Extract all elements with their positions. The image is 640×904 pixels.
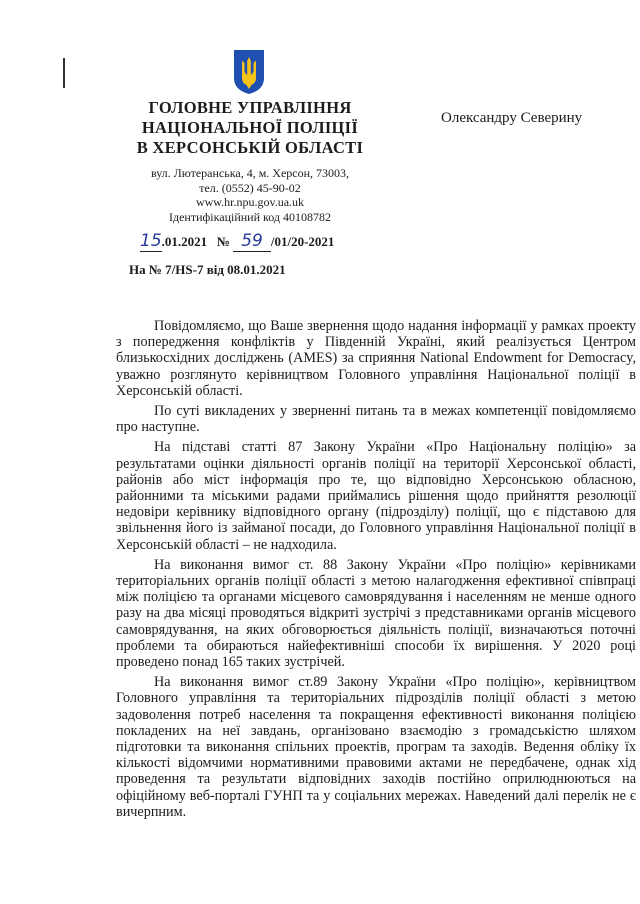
- body-paragraph: На підставі статті 87 Закону України «Про Національну поліцію» за результатами оцінки діяльності органів поліції на території Херсонської області, районів або міст інформація про те, що відповідно Херсонською обласною, районними та міськими радами приймались рішення щодо прийняття резолюції недовіри керівнику відповідного органу (підрозділу) поліції, що є підставою для звільнення його із займаної посади, до Головного управління Національної поліції в Херсонській області – не надходила.: [116, 439, 636, 553]
- trident-emblem-icon: [232, 48, 266, 96]
- registration-day: 15: [140, 231, 162, 251]
- registration-suffix: /01/20-2021: [270, 234, 335, 249]
- organization-contacts: [120, 166, 380, 224]
- margin-mark: [63, 58, 65, 88]
- id-code-line: Ідентифікаційний код 40108782: [168, 209, 332, 224]
- reference-line: На № 7/HS-7 від 08.01.2021: [129, 262, 286, 277]
- registration-date: .01.2021: [161, 234, 208, 249]
- phone-line: тел. (0552) 45-90-02: [199, 180, 301, 195]
- registration-number: 59: [233, 231, 271, 252]
- number-sign: №: [216, 234, 230, 249]
- website-line: www.hr.npu.gov.ua.uk: [195, 195, 305, 209]
- org-name-line-3: В ХЕРСОНСЬКІЙ ОБЛАСТІ: [136, 138, 364, 157]
- body-paragraph: Повідомляємо, що Ваше звернення щодо надання інформації у рамках проекту з попередження конфліктів у Південній Україні, який реалізується Центром близькосхідних досліджень (AMES) за сприяння National Endowment for Democracy, уважно розглянуто керівництвом Головного управління Національної поліції в Херсонській області.: [116, 318, 636, 399]
- body-paragraph: На виконання вимог ст.89 Закону України «Про поліцію», керівництвом Головного управління та територіальних підрозділів поліції області з метою задоволення потреб населення та покращення ефективності виконання поліцією покладених на неї завдань, організовано взаємодію з громадськістю шляхом підготовки та виконання спільних проектів, програм та заходів. Ведення обліку їх кількості відомчими нормативними правовими актами не передбачене, однак хід проведення та результати відповідних заходів постійно оприлюднюються на офіційному веб-порталі ГУНП та у соціальних мережах. Наведений далі перелік не є вичерпним.: [116, 674, 636, 820]
- registration-line: [140, 231, 334, 252]
- body-paragraph: По суті викладених у зверненні питань та в межах компетенції повідомляємо про наступне.: [116, 403, 636, 436]
- recipient-name: Олександру Северину: [441, 110, 583, 126]
- organization-name: [120, 98, 380, 158]
- body-paragraph: На виконання вимог ст. 88 Закону України «Про поліцію» керівниками територіальних органів поліції області з метою налагодження ефективної співпраці між поліцією та органами місцевого самоврядування і населенням не менше одного разу на два місяці проводяться відкриті зустрічі з представниками органів місцевого самоврядування, на яких обговорюється діяльність поліції, визначаються поточні проблеми та обираються найефективніші способи їх вирішення. У 2020 році проведено понад 165 таких зустрічей.: [116, 556, 636, 671]
- org-name-line-1: ГОЛОВНЕ УПРАВЛІННЯ: [148, 98, 352, 117]
- address-line: вул. Лютеранська, 4, м. Херсон, 73003,: [150, 166, 350, 180]
- letter-body: [116, 318, 636, 820]
- org-name-line-2: НАЦІОНАЛЬНОЇ ПОЛІЦІЇ: [141, 118, 359, 137]
